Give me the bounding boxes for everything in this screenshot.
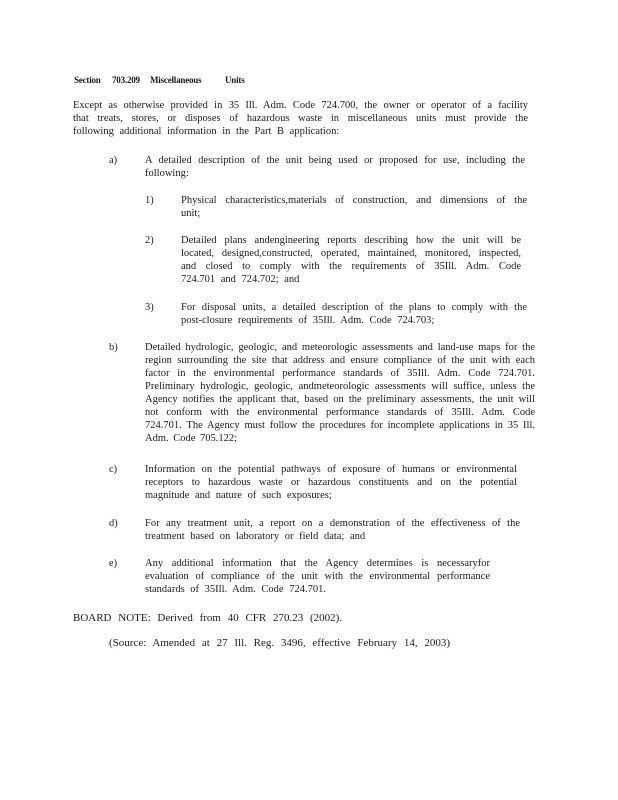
item-e-text: Any additional information that the Agency determines is necessaryfor evaluation of compliance of the unit with the environmental performance standards of 35Ill. Adm. Code 724.701.	[145, 558, 490, 595]
item-a3-label: 3)	[145, 302, 154, 313]
board-note: BOARD NOTE: Derived from 40 CFR 270.23 (2002).	[73, 612, 343, 624]
section-title-2: Units	[225, 75, 245, 85]
item-b-text: Detailed hydrologic, geologic, and meteorologic assessments and land-use maps for the region surrounding the site that address and ensure compliance of the unit with each factor in the environmental performance standards of 35Ill. Adm. Code 724.701. Preliminary hydrologic, geologic, andmeteorologic assessments will suffice, unless the Agency notifies the applicant that, based on the preliminary assessments, the unit will not conform with the environmental performance standards of 35Ill. Adm. Code 724.701. The Agency must follow the procedures for incomplete applications in 35 Ill. Adm. Code 705.122;	[145, 342, 535, 444]
item-a2-label: 2)	[145, 235, 154, 246]
item-a1-text: Physical characteristics,materials of construction, and dimensions of the unit;	[181, 195, 527, 219]
item-c-label: c)	[109, 464, 118, 475]
item-a2-text: Detailed plans andengineering reports describing how the unit will be located, designed,constructed, operated, maintained, monitored, inspected, and closed to comply with the requirements of 35Ill. Adm. Code 724.701 and 724.702; and	[181, 235, 521, 285]
item-c-text: Information on the potential pathways of exposure of humans or environmental receptors to hazardous waste or hazardous constituents and on the potential magnitude and nature of such exposures;	[145, 464, 517, 501]
item-b-label: b)	[109, 342, 118, 353]
section-label: Section	[74, 75, 101, 85]
section-number: 703.209	[112, 75, 140, 85]
item-e-label: e)	[109, 558, 118, 569]
section-heading	[74, 75, 245, 85]
item-d-text: For any treatment unit, a report on a demonstration of the effectiveness of the treatment based on laboratory or field data; and	[145, 518, 520, 542]
item-d-label: d)	[109, 518, 118, 529]
item-a-text: A detailed description of the unit being used or proposed for use, including the following:	[145, 155, 525, 179]
source-note: (Source: Amended at 27 Ill. Reg. 3496, effective February 14, 2003)	[109, 637, 450, 649]
intro-paragraph: Except as otherwise provided in 35 Ill. Adm. Code 724.700, the owner or operator of a facility that treats, stores, or disposes of hazardous waste in miscellaneous units must provide the following additional information in the Part B application:	[73, 100, 534, 137]
item-a3-text: For disposal units, a detailed description of the plans to comply with the post-closure requirements of 35Ill. Adm. Code 724.703;	[181, 302, 527, 326]
section-title: Miscellaneous	[150, 75, 202, 85]
item-a1-label: 1)	[145, 195, 154, 206]
item-a-label: a)	[109, 155, 118, 166]
